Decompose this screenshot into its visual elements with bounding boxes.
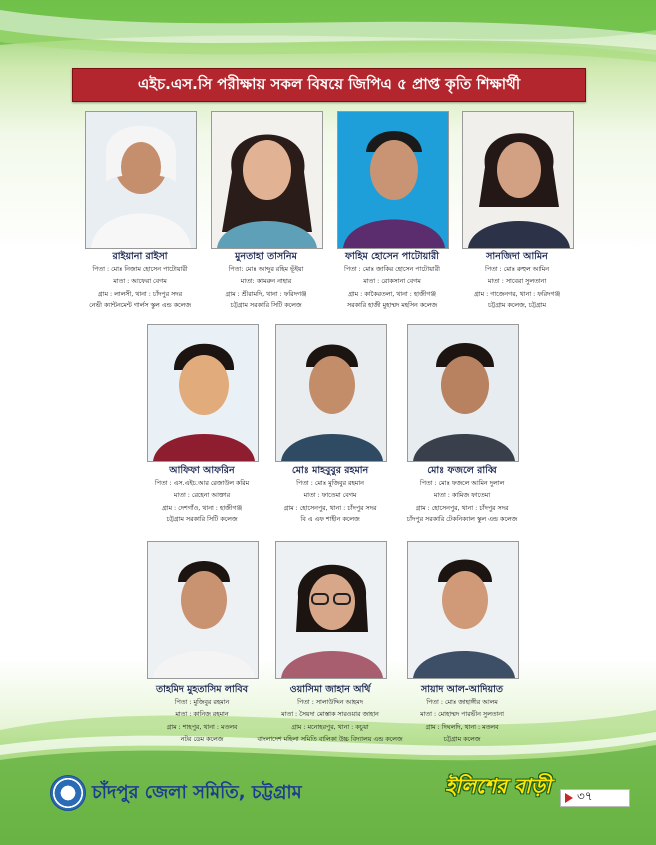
student-name: মুনতাহা তাসনিম (235, 251, 297, 262)
student-photo (85, 111, 197, 249)
student-mother: মাতা : মোহাম্মদ পারভীন সুলতানা (420, 711, 504, 718)
student-college: বাংলাদেশ মহিলা সমিতি বালিকা উচ্চ বিদ্যালয় এন্ড কলেজ (257, 736, 403, 743)
student-father: পিতা : মুজিবুর রহমান (174, 699, 230, 706)
magazine-title: ইলিশের বাড়ী (445, 774, 551, 798)
page-title: এইচ.এস.সি পরীক্ষায় সকল বিষয়ে জিপিএ ৫ প্রাপ্ত কৃতি শিক্ষার্থী (137, 74, 521, 93)
student-name: তাহমিদ মুহতাসিম লাবিব (155, 684, 248, 695)
student-photo (147, 541, 259, 679)
student-name: আফিফা আফরিন (169, 465, 235, 476)
student-photo (407, 541, 519, 679)
organization-logo (50, 775, 86, 811)
student-address: গ্রাম : মনোহরপুর, থানা : কচুয়া (291, 724, 369, 731)
student-address: গ্রাম : কাকৈরতলা, থানা : হাজীগঞ্জ (348, 291, 436, 298)
student-college: চাঁদপুর সরকারি টেকনিক্যাল স্কুল এন্ড কলেজ (406, 516, 518, 523)
student-college: নেভী ক্যান্টনমেন্ট গার্লস স্কুল এন্ড কলেজ (89, 302, 191, 309)
student-name: ফাহিম হোসেন পাটোয়ারী (345, 251, 439, 262)
student-mother: মাতা: কামরুন নাহার (240, 278, 292, 285)
student-photo (275, 324, 387, 462)
title-banner (72, 68, 586, 102)
organization-name: চাঁদপুর জেলা সমিতি, চট্টগ্রাম (92, 782, 302, 803)
student-photo (275, 541, 387, 679)
student-address: গ্রাম : গাজেনগর, থানা : ফরিদগঞ্জ (474, 291, 560, 298)
student-father: পিতা : মোঃ জাহাঙ্গীর আলম (426, 699, 498, 706)
student-father: পিতা : মোঃ ফজলে আমিন দুলাল (419, 480, 505, 487)
student-mother: মাতা : কানিজ রহমান (175, 711, 229, 718)
student-address: গ্রাম : শ্রীরামদি, থানা : ফরিদগঞ্জ (225, 291, 307, 298)
page-number: ৩৭ (577, 789, 593, 803)
student-mother: মাতা : সৈয়দা মোস্তাক সারওয়ার জাহান (281, 711, 379, 718)
student-college: চট্টগ্রাম সরকারি সিটি কলেজ (230, 302, 302, 309)
student-name: মোঃ মাহবুবুর রহমান (291, 465, 369, 476)
student-father: পিতা : সালাউদ্দিন আহমদ (297, 699, 363, 706)
student-photo (407, 324, 519, 462)
student-address: গ্রাম : লালসী, থানা : চাঁদপুর সদর (97, 291, 183, 298)
student-name: রাইয়ানা রাইসা (112, 251, 168, 262)
student-address: গ্রাম : দিঘলদি, থানা : মতলব (425, 724, 499, 731)
student-photo (147, 324, 259, 462)
student-father: পিতা: মোঃ আব্দুর রহিম ভূঁইয়া (228, 266, 304, 273)
student-college: বি এ এফ শাহীন কলেজ (300, 516, 360, 523)
student-photo (337, 111, 449, 249)
student-mother: মাতা : কামিজ ফাতেমা (433, 492, 491, 499)
play-arrow-icon (565, 793, 573, 803)
student-address: গ্রাম : হোসেনপুর, থানা : চাঁদপুর সদর (415, 505, 509, 512)
student-address: গ্রাম : দেশগাঁও, থানা : হাজীগঞ্জ (161, 505, 243, 512)
student-college: চট্টগ্রাম সরকারি সিটি কলেজ (166, 516, 238, 523)
student-name: সায়াদ আল-আদিয়াত (420, 684, 504, 695)
student-father: পিতা : মোঃ রুহুল আমিন (485, 266, 549, 273)
student-mother: মাতা : সাবেরা সুলতানা (487, 278, 547, 285)
student-photo (211, 111, 323, 249)
student-address: গ্রাম : হোসেনপুর, থানা : চাঁদপুর সদর (283, 505, 377, 512)
student-mother: মাতা : আফেরা বেগম (113, 278, 167, 285)
page-number-box (560, 789, 630, 807)
student-address: গ্রাম : শাহপুর, থানা : মতলব (166, 724, 238, 731)
student-father: পিতা : মোঃ নিজাম হোসেন পাটোয়ারী (92, 266, 188, 273)
student-name: সানজিদা আমিন (486, 251, 548, 262)
student-father: পিতা : মোঃ জাকির হোসেন পাটোয়ারী (344, 266, 440, 273)
student-college: চট্টগ্রাম কলেজ, চট্টগ্রাম (487, 302, 547, 309)
student-name: মোঃ ফজলে রাব্বি (427, 465, 497, 476)
top-green-swoosh (0, 0, 656, 70)
student-mother: মাতা : ফাতেমা বেগম (303, 492, 357, 499)
student-father: পিতা : এস.এইচ.আর রেজাউল করিম (154, 480, 250, 487)
student-name: ওয়াসিমা জাহান অর্থি (289, 684, 371, 695)
student-photo (462, 111, 574, 249)
student-college: সরকারি হাজী মুহাম্মদ মহসিন কলেজ (346, 302, 438, 309)
student-father: পিতা : মোঃ মুজিবুর রহমান (296, 480, 364, 487)
student-mother: মাতা : রেহেনা আক্তার (173, 492, 231, 499)
student-college: চট্টগ্রাম কলেজ (443, 736, 481, 743)
student-college: নটর ডেম কলেজ (180, 736, 224, 743)
student-mother: মাতা : রোকসানা বেগম (363, 278, 421, 285)
